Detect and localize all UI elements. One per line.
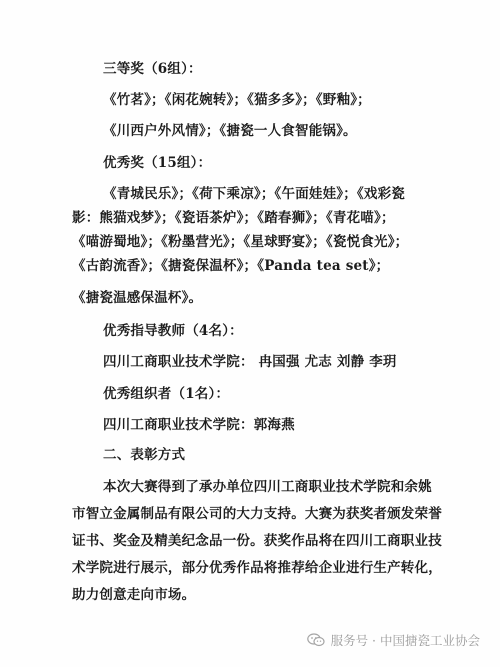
third-prize-line-1: 《竹茗》；《闲花婉转》；《猫多多》；《野釉》； — [103, 92, 371, 108]
excellent-prize-title: 优秀奖（15组）： — [103, 155, 212, 171]
excellent-prize-line-5: 《搪瓷温感保温杯》。 — [72, 290, 203, 306]
excellent-prize-line-4: 《古韵流香》；《搪瓷保温杯》；《Panda tea set》； — [72, 258, 390, 274]
excellent-organizer-line: 四川工商职业技术学院：郭海燕 — [103, 417, 295, 433]
excellent-organizer-title: 优秀组织者（1名）： — [103, 386, 230, 402]
paragraph-line-2: 市智立金属制品有限公司的大力支持。大赛为获奖者颁发荣誉 — [72, 506, 442, 522]
paragraph-line-1: 本次大赛得到了承办单位四川工商职业技术学院和余姚 — [103, 479, 432, 495]
paragraph-line-4: 术学院进行展示，部分优秀作品将推荐给企业进行生产转化， — [72, 560, 442, 576]
section-two-title: 二、表彰方式 — [103, 447, 186, 463]
excellent-teacher-title: 优秀指导教师（4名）： — [103, 323, 243, 339]
excellent-prize-line-3: 《喵游蜀地》；《粉墨营光》；《星球野宴》；《瓷悦食光》； — [72, 234, 409, 250]
excellent-prize-line-2: 影：熊猫戏梦》；《瓷语茶炉》；《踏春狮》；《青花喵》； — [72, 210, 395, 226]
wechat-icon — [307, 633, 325, 647]
source-watermark — [307, 631, 480, 649]
third-prize-line-2: 《川西户外风情》；《搪瓷一人食智能锅》。 — [103, 123, 357, 139]
paragraph-line-3: 证书、奖金及精美纪念品一份。获奖作品将在四川工商职业技 — [72, 533, 442, 549]
third-prize-title: 三等奖（6组）： — [103, 61, 202, 77]
watermark-text: 服务号 · 中国搪瓷工业协会 — [330, 633, 480, 648]
excellent-prize-line-1: 《青城民乐》；《荷下乘凉》；《午面娃娃》；《戏彩瓷 — [103, 186, 405, 202]
paragraph-line-5: 助力创意走向市场。 — [72, 587, 196, 603]
excellent-teacher-line: 四川工商职业技术学院： 冉国强 尤志 刘静 李玥 — [103, 354, 397, 370]
